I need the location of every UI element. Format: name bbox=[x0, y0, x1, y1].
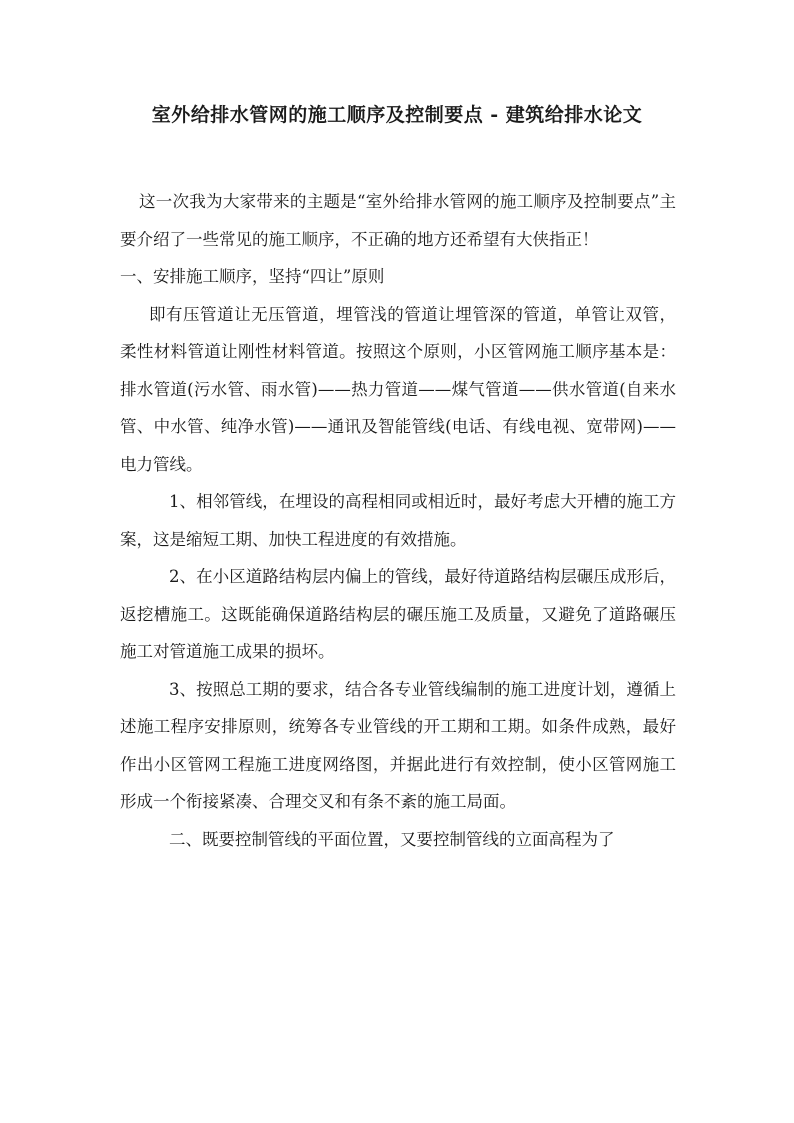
principle-paragraph: 即有压管道让无压管道，埋管浅的管道让埋管深的管道，单管让双管，柔性材料管道让刚性材料管道。按照这个原则，小区管网施工顺序基本是：排水管道(污水管、雨水管)——热力管道——煤气管道——供水管道(自来水管、中水管、纯净水管)——通讯及智能管线(电话、有线电视、宽带网)——电力管线。 bbox=[120, 304, 676, 474]
list-item-3: 3、按照总工期的要求，结合各专业管线编制的施工进度计划，遵循上述施工程序安排原则，统筹各专业管线的开工期和工期。如条件成熟，最好作出小区管网工程施工进度网络图，并据此进行有效控制，使小区管网施工形成一个衔接紧凑、合理交叉和有条不紊的施工局面。 bbox=[120, 679, 676, 811]
intro-paragraph: 这一次我为大家带来的主题是“室外给排水管网的施工顺序及控制要点”主要介绍了一些常见的施工顺序，不正确的地方还希望有大侠指正！ bbox=[120, 192, 676, 249]
document-body bbox=[120, 183, 676, 858]
list-item-1: 1、相邻管线，在埋设的高程相同或相近时，最好考虑大开槽的施工方案，这是缩短工期、加快工程进度的有效措施。 bbox=[120, 492, 676, 549]
section-heading-2: 二、既要控制管线的平面位置，又要控制管线的立面高程为了 bbox=[169, 829, 615, 849]
section-heading-1: 一、安排施工顺序，坚持“四让”原则 bbox=[120, 267, 385, 286]
document-title: 室外给排水管网的施工顺序及控制要点 - 建筑给排水论文 bbox=[151, 104, 643, 126]
list-item-2: 2、在小区道路结构层内偏上的管线，最好待道路结构层碾压成形后，返挖槽施工。这既能确保道路结构层的碾压施工及质量，又避免了道路碾压施工对管道施工成果的损坏。 bbox=[120, 567, 676, 661]
